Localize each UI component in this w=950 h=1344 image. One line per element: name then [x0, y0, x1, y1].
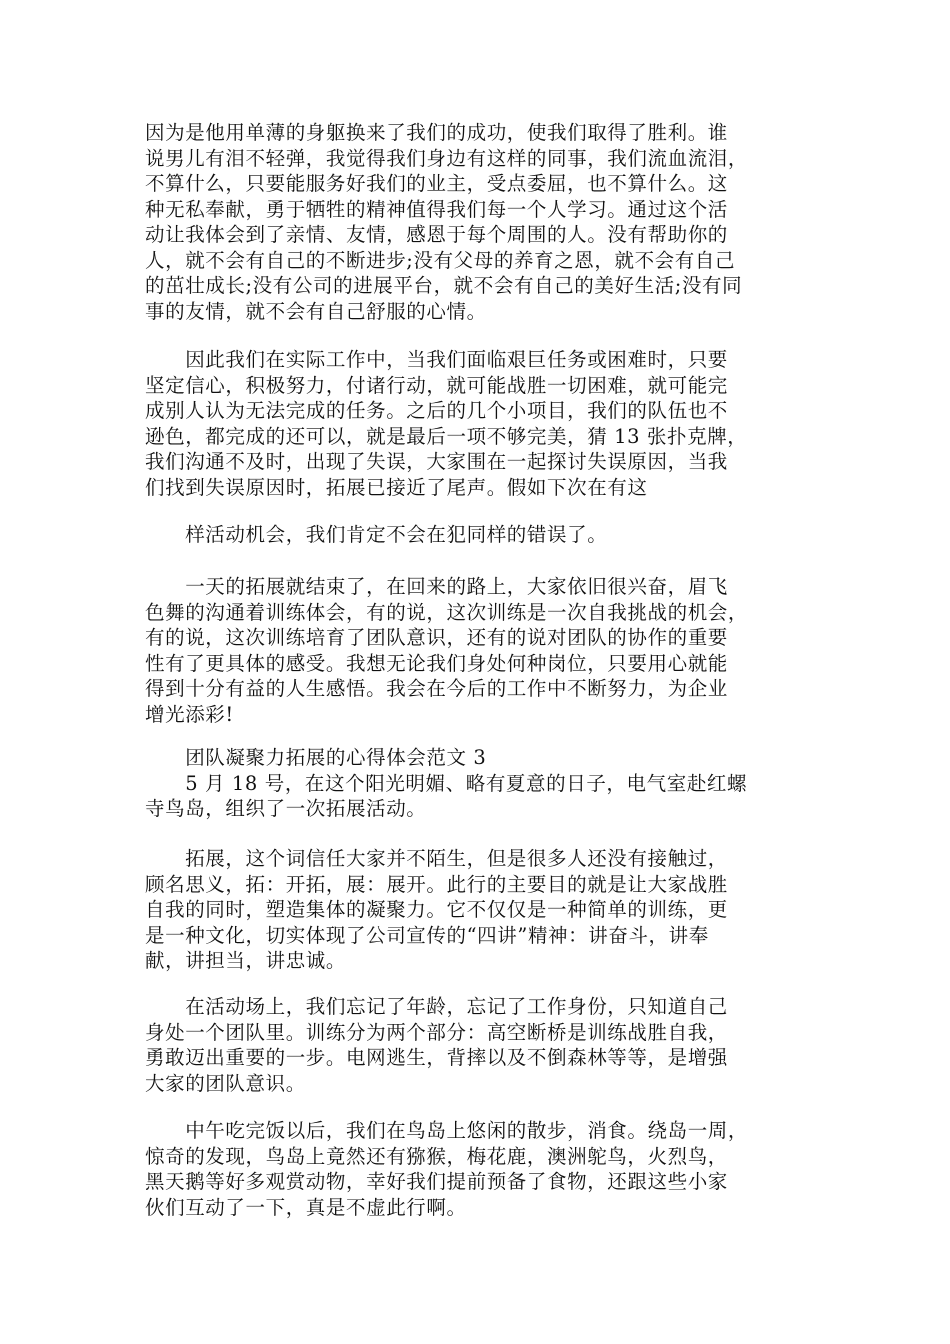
text-line: 伙们互动了一下，真是不虚此行啊。 — [145, 1195, 467, 1219]
paragraph-6 — [145, 846, 825, 974]
paragraph-3 — [145, 522, 825, 548]
text-line: 顾名思义，拓：开拓，展：展开。此行的主要目的就是让大家战胜 — [145, 872, 728, 896]
text-line: 是一种文化，切实体现了公司宣传的“四讲”精神：讲奋斗，讲奉 — [145, 923, 709, 947]
text-line: 种无私奉献，勇于牺牲的精神值得我们每一个人学习。通过这个活 — [145, 197, 728, 221]
text-line: 大家的团队意识。 — [145, 1071, 306, 1095]
text-line: 因此我们在实际工作中，当我们面临艰巨任务或困难时，只要 — [145, 348, 728, 371]
text-line: 性有了更具体的感受。我想无论我们身处何种岗位，只要用心就能 — [145, 651, 728, 675]
text-line: 献，讲担当，讲忠诚。 — [145, 949, 347, 972]
text-line: 色舞的沟通着训练体会，有的说，这次训练是一次自我挑战的机会， — [145, 600, 749, 624]
paragraph-8 — [145, 1118, 825, 1220]
text-line: 人，就不会有自己的不断进步;没有父母的养育之恩，就不会有自己 — [145, 248, 736, 272]
text-line: 拓展，这个词信任大家并不陌生，但是很多人还没有接触过， — [145, 847, 728, 870]
text-line: 寺鸟岛，组织了一次拓展活动。 — [145, 797, 427, 820]
paragraph-7 — [145, 994, 825, 1096]
text-line: 勇敢迈出重要的一步。电网逃生，背摔以及不倒森林等等，是增强 — [145, 1046, 728, 1069]
text-line: 们找到失误原因时，拓展已接近了尾声。假如下次在有这 — [145, 475, 648, 499]
text-line: 一天的拓展就结束了，在回来的路上，大家依旧很兴奋，眉飞 — [145, 575, 728, 598]
text-line: 因为是他用单薄的身躯换来了我们的成功，使我们取得了胜利。谁 — [145, 121, 728, 144]
section-heading-and-intro — [145, 745, 825, 822]
text-line: 中午吃完饭以后，我们在鸟岛上悠闲的散步，消食。绕岛一周， — [145, 1119, 749, 1142]
paragraph-2 — [145, 347, 825, 500]
text-line: 说男儿有泪不轻弹，我觉得我们身边有这样的同事，我们流血流泪， — [145, 146, 749, 170]
text-line: 惊奇的发现，鸟岛上竟然还有猕猴，梅花鹿，澳洲鸵鸟，火烈鸟， — [145, 1144, 728, 1168]
text-line: 增光添彩! — [145, 702, 234, 726]
text-line: 不算什么，只要能服务好我们的业主，受点委屈，也不算什么。这 — [145, 172, 728, 195]
paragraph-1 — [145, 120, 825, 324]
text-line: 成别人认为无法完成的任务。之后的几个小项目，我们的队伍也不 — [145, 399, 728, 422]
text-line: 黑天鹅等好多观赏动物，幸好我们提前预备了食物，还跟这些小家 — [145, 1170, 728, 1193]
text-line: 坚定信心，积极努力，付诸行动，就可能战胜一切困难，就可能完 — [145, 373, 728, 397]
text-line: 有的说，这次训练培育了团队意识，还有的说对团队的协作的重要 — [145, 626, 728, 649]
text-line: 逊色，都完成的还可以，就是最后一项不够完美，猜 13 张扑克牌， — [145, 424, 748, 448]
text-line: 得到十分有益的人生感悟。我会在今后的工作中不断努力，为企业 — [145, 677, 728, 700]
text-line: 身处一个团队里。训练分为两个部分：高空断桥是训练战胜自我， — [145, 1020, 728, 1044]
paragraph-4 — [145, 574, 825, 727]
text-line: 自我的同时，塑造集体的凝聚力。它不仅仅是一种简单的训练，更 — [145, 898, 728, 921]
text-line: 事的友情，就不会有自己舒服的心情。 — [145, 299, 487, 323]
text-line: 样活动机会，我们肯定不会在犯同样的错误了。 — [145, 523, 608, 546]
text-line: 的茁壮成长;没有公司的进展平台，就不会有自己的美好生活;没有同 — [145, 274, 743, 297]
text-line: 动让我体会到了亲情、友情，感恩于每个周围的人。没有帮助你的 — [145, 223, 728, 246]
text-line: 在活动场上，我们忘记了年龄，忘记了工作身份，只知道自己 — [145, 995, 728, 1018]
text-line: 5 月 18 号，在这个阳光明媚、略有夏意的日子，电气室赴红螺 — [145, 771, 748, 795]
section-heading: 团队凝聚力拓展的心得体会范文 3 — [145, 746, 487, 769]
text-line: 我们沟通不及时，出现了失误，大家围在一起探讨失误原因，当我 — [145, 450, 728, 473]
